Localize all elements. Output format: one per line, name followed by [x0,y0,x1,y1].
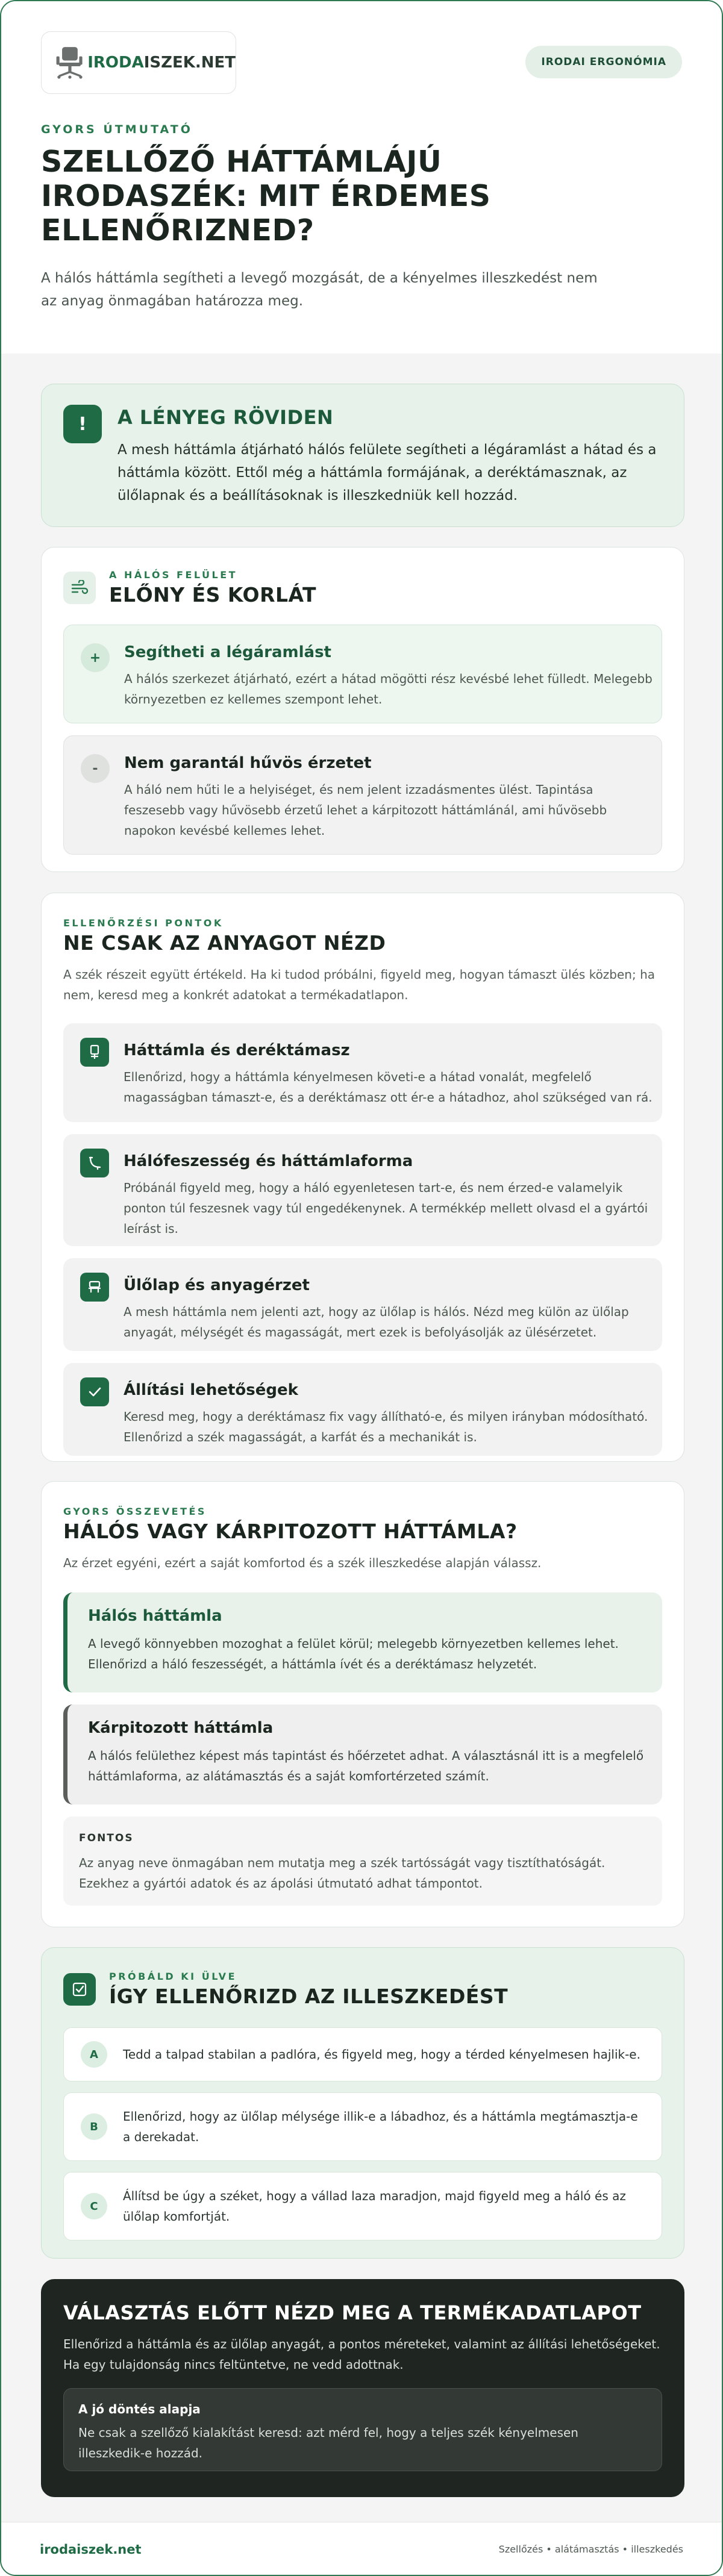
compare-subtitle: Az érzet egyéni, ezért a saját komfortod és a szék illeszkedése alapján válassz. [63,1556,542,1570]
seat-icon [80,1273,109,1302]
mesh-section-heading [109,569,316,607]
checkpoints-section [41,893,684,1462]
step-text-c: Állítsd be úgy a széket, hogy a vállad laza maradjon, majd figyeld meg a háló és az ülőlap komfortját. [123,2189,626,2224]
check-body-mesh-tension [124,1149,654,1246]
minus-icon: - [81,754,110,783]
step-text-b: Ellenőrizd, hogy az ülőlap mélysége illik-e a lábadhoz, és a háttámla megtámasztja-e a derekadat. [123,2109,638,2144]
category-badge[interactable]: IRODAI ERGONÓMIA [525,46,682,78]
check-item-adjust [63,1363,662,1456]
check-text-backrest: Ellenőrizd, hogy a háttámla kényelmesen követi-e a hátad vonalát, megfelelő magasságban támaszt-e, és a deréktámasz ott ér-e a hátadhoz, ahol szükséged van rá. [124,1070,653,1105]
try-fit-eyebrow: PRÓBÁLD KI ÜLVE [109,1971,237,1982]
try-fit-header [63,1971,662,2008]
check-text-mesh-tension: Próbánál figyeld meg, hogy a háló egyenletesen tart-e, és nem érzed-e valamelyik ponton túl feszesnek vagy túl engedékenynek. A termékkép mellett olvasd el a gyártói leírást is. [124,1180,648,1236]
fit-step [63,2172,662,2241]
step-text-a: Tedd a talpad stabilan a padlóra, és figyeld meg, hogy a térded kényelmesen hajlik-e. [123,2047,640,2062]
try-fit-section [41,1947,684,2259]
compare-upholstered-box [63,1704,662,1804]
page-intro: A hálós háttámla segítheti a levegő mozgását, de a kényelmes illeszkedést nem az anyag önmagában határozza meg. [41,270,598,309]
fit-step [63,2092,662,2161]
final-tip-title: A jó döntés alapja [78,2402,201,2416]
compare-mesh-text: A levegő könnyebben mozoghat a felület körül; melegebb környezetben kellemes lehet. Ellenőrizd a háló feszességét, a háttámla ívét és a deréktámasz helyzetét. [88,1636,619,1671]
logo-suffix: ISZEK.NET [143,54,236,72]
check-item-backrest [63,1023,662,1122]
plus-icon: + [81,643,110,672]
mesh-title: ELŐNY ÉS KORLÁT [109,583,316,607]
checks-eyebrow: ELLENŐRZÉSI PONTOK [63,917,224,929]
check-text-adjust: Keresd meg, hogy a deréktámasz fix vagy állítható-e, és milyen irányban módosítható. Ellenőrizd a szék magasságát, a karfát és a mechanikát is. [124,1409,648,1444]
try-fit-heading [109,1971,508,2008]
summary-card [41,384,684,527]
airflow-icon [63,572,96,604]
page-footer [1,2522,722,2576]
check-body-seat [124,1273,654,1351]
summary-body [117,405,678,526]
check-title-backrest: Háttámla és deréktámasz [124,1041,350,1059]
chair-logo-icon [55,43,84,82]
note-text: Az anyag neve önmagában nem mutatja meg a szék tartósságát vagy tisztíthatóságát. Ezekhez a gyártói adatok és az ápolási útmutató adhat támpontot. [79,1856,606,1891]
summary-title: A LÉNYEG RÖVIDEN [117,406,334,429]
check-icon [80,1377,109,1406]
logo-wordmark [87,54,236,72]
final-title: VÁLASZTÁS ELŐTT NÉZD MEG A TERMÉKADATLAPOT [63,2301,642,2324]
step-letter-b: B [81,2113,107,2140]
compare-title: HÁLÓS VAGY KÁRPITOZOTT HÁTTÁMLA? [63,1520,518,1543]
check-body-adjust [124,1377,654,1456]
mesh-section-header [63,569,662,607]
final-tip-text: Ne csak a szellőző kialakítást keresd: azt mérd fel, hogy a teljes szék kényelmesen illeszkedik-e hozzád. [78,2425,578,2460]
page-header [1,1,722,354]
mesh-con-item [63,735,662,855]
step-letter-a: A [81,2041,107,2068]
check-body-backrest [124,1038,654,1122]
mesh-pro-title: Segítheti a légáramlást [124,643,331,661]
mesh-eyebrow: A HÁLÓS FELÜLET [109,569,238,581]
mesh-con-text: A háló nem hűti le a helyiséget, és nem jelent izzadásmentes ülést. Tapintása feszesebb vagy hűvösebb érzetű lehet a kárpitozott háttámlánál, ami hűvösebb napokon kevésbé kellemes lehet. [124,782,607,838]
exclamation-icon: ! [63,405,102,443]
compare-upholstered-text: A hálós felülethez képest más tapintást és hőérzetet adhat. A választásnál itt is a megfelelő háttámlaforma, az alátámasztás és a saját komfortérzeted számít. [88,1748,644,1783]
final-cta-section [41,2279,684,2497]
check-item-seat [63,1258,662,1351]
check-item-mesh-tension [63,1134,662,1246]
mesh-pro-item [63,625,662,723]
compare-eyebrow: GYORS ÖSSZEVETÉS [63,1506,207,1517]
header-eyebrow: GYORS ÚTMUTATÓ [41,123,193,136]
checks-title: NE CSAK AZ ANYAGOT NÉZD [63,931,386,955]
checks-subtitle: A szék részeit együtt értékeld. Ha ki tudod próbálni, figyeld meg, hogyan támaszt ülés közben; ha nem, keresd meg a konkrét adatokat a termékadatlapon. [63,967,656,1002]
compare-section [41,1481,684,1927]
checkbox-icon [63,1973,96,2006]
check-text-seat: A mesh háttámla nem jelenti azt, hogy az ülőlap is hálós. Nézd meg külön az ülőlap anyagát, mélységét és magasságát, mert ezek is befolyásolják az ülésérzetet. [124,1305,629,1339]
mesh-icon [80,1149,109,1177]
compare-mesh-title: Hálós háttámla [88,1607,222,1625]
check-title-adjust: Állítási lehetőségek [124,1381,298,1399]
final-text: Ellenőrizd a háttámla és az ülőlap anyagát, a pontos méreteket, valamint az állítási lehetőségeket. Ha egy tulajdonság nincs feltüntetve, ne vedd adottnak. [63,2337,660,2372]
important-note [63,1817,662,1906]
page-title: SZELLŐZŐ HÁTTÁMLÁJÚ IRODASZÉK: MIT ÉRDEMES ELLENŐRIZNED? [41,145,491,248]
backrest-icon [80,1038,109,1067]
mesh-pro-body [124,641,654,723]
logo-prefix: IRODA [87,54,144,72]
mesh-con-body [124,752,654,854]
note-title: FONTOS [79,1832,134,1844]
step-letter-c: C [81,2193,107,2219]
mesh-pro-text: A hálós szerkezet átjárható, ezért a hátad mögötti rész kevésbé lehet fülledt. Melegebb környezetben ez kellemes szempont lehet. [124,672,653,706]
mesh-con-title: Nem garantál hűvös érzetet [124,754,372,772]
compare-upholstered-title: Kárpitozott háttámla [88,1719,274,1737]
compare-mesh-box [63,1592,662,1692]
footer-brand-link[interactable]: irodaiszek.net [40,2542,142,2557]
summary-text: A mesh háttámla átjárható hálós felülete segítheti a légáramlást a hátad és a háttámla között. Ettől még a háttámla formájának, a deréktámasznak, az ülőlapnak és a beállításoknak is illeszkedniük kell hozzád. [117,442,657,504]
try-fit-title: ÍGY ELLENŐRIZD AZ ILLESZKEDÉST [109,1985,509,2008]
fit-step [63,2027,662,2082]
footer-tags: Szellőzés • alátámasztás • illeszkedés [498,2543,683,2555]
final-tip-box [63,2388,662,2471]
site-logo[interactable] [41,31,236,94]
mesh-section [41,547,684,872]
check-title-mesh-tension: Hálófeszesség és háttámlaforma [124,1152,413,1170]
check-title-seat: Ülőlap és anyagérzet [124,1276,310,1294]
